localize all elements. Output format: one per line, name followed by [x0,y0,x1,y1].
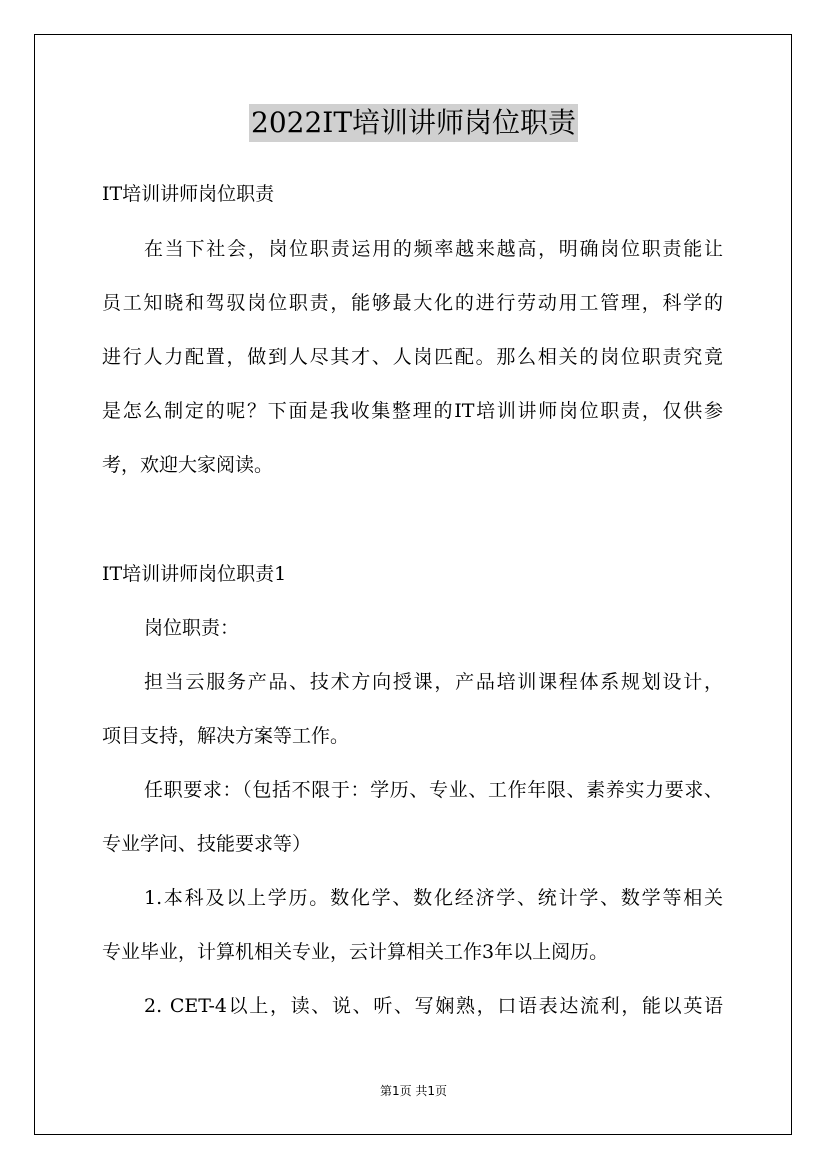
document-title: 2022IT培训讲师岗位职责 [249,104,578,142]
duty-label: 岗位职责： [144,617,240,639]
intro-line-3: 进行人力配置，做到人尽其才、人岗匹配。那么相关的岗位职责究竟 [102,346,723,368]
document-subtitle: IT培训讲师岗位职责 [102,183,275,205]
intro-line-1: 在当下社会，岗位职责运用的频率越来越高，明确岗位职责能让 [144,238,723,260]
intro-line-2: 员工知晓和驾驭岗位职责，能够最大化的进行劳动用工管理，科学的 [102,292,723,314]
duty-line-1: 担当云服务产品、技术方向授课，产品培训课程体系规划设计， [144,671,723,693]
intro-line-5: 考，欢迎大家阅读。 [102,454,274,476]
item2-line-1: 2. CET-4以上，读、说、听、写娴熟，口语表达流利，能以英语 [144,995,723,1017]
section-heading: IT培训讲师岗位职责1 [102,563,287,585]
page-footer: 第1页 共1页 [379,1084,448,1098]
item1-line-1: 1.本科及以上学历。数化学、数化经济学、统计学、数学等相关 [144,887,723,909]
duty-line-2: 项目支持，解决方案等工作。 [102,725,350,747]
requirement-line-2: 专业学问、技能要求等） [102,833,312,855]
title-container [0,104,827,142]
item1-line-2: 专业毕业，计算机相关专业，云计算相关工作3年以上阅历。 [102,941,609,963]
intro-line-4: 是怎么制定的呢？下面是我收集整理的IT培训讲师岗位职责，仅供参 [102,400,723,422]
requirement-line-1: 任职要求：（包括不限于：学历、专业、工作年限、素养实力要求、 [144,779,723,801]
